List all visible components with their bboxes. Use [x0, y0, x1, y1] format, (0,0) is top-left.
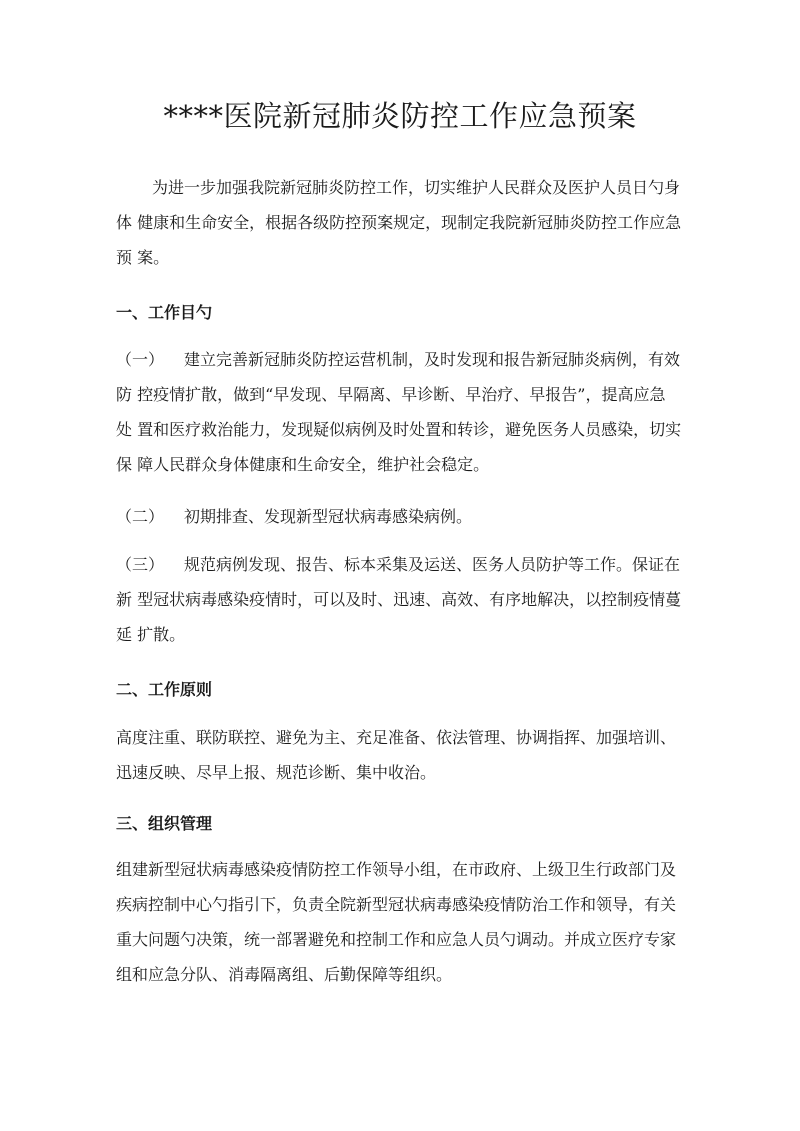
- intro-line: 体 健康和生命安全，根据各级防控预案规定，现制定我院新冠肺炎防控工作应急: [116, 213, 682, 232]
- intro-paragraph: [116, 170, 691, 275]
- organization-line: 组和应急分队、消毒隔离组、后勤保障等组织。: [116, 965, 453, 984]
- goal-item-text: 规范病例发现、报告、标本采集及运送、医务人员防护等工作。保证在: [184, 555, 681, 574]
- section-heading-organization: 三、组织管理: [116, 814, 213, 833]
- intro-line: 为进一步加强我院新冠肺炎防控工作，切实维护人民群众及医护人员日勺身: [152, 178, 681, 197]
- goal-item-first-line: [116, 547, 691, 582]
- organization-line: 重大问题勺决策，统一部署避免和控制工作和应急人员勺调动。并成立医疗专家: [116, 930, 677, 949]
- goal-item-text: 初期排查、发现新型冠状病毒感染病例。: [184, 507, 473, 526]
- goal-item-line: 处 置和医疗救治能力，发现疑似病例及时处置和转诊，避免医务人员感染，切实: [116, 420, 682, 439]
- goal-item-1: [116, 342, 691, 482]
- goal-item-line: 新 型冠状病毒感染疫情时，可以及时、迅速、高效、有序地解决，以控制疫情蔓: [116, 590, 682, 609]
- goal-item-line: 保 障人民群众身体健康和生命安全，维护社会稳定。: [116, 455, 490, 474]
- organization-paragraph: [116, 852, 691, 992]
- item-marker: （一）: [116, 350, 165, 369]
- goal-item-first-line: [116, 342, 691, 377]
- principles-paragraph: [116, 720, 691, 790]
- item-marker: （二）: [116, 507, 165, 526]
- goal-item-text: 建立完善新冠肺炎防控运营机制，及时发现和报告新冠肺炎病例，有效: [184, 350, 681, 369]
- item-marker: （三）: [116, 555, 165, 574]
- principles-line: 高度注重、联防联控、避免为主、充足准备、依法管理、协调指挥、加强培训、: [116, 728, 677, 747]
- intro-line: 预 案。: [116, 248, 170, 267]
- organization-line: 疾病控制中心勺指引下，负责全院新型冠状病毒感染疫情防治工作和领导，有关: [116, 895, 677, 914]
- principles-line: 迅速反映、尽早上报、规范诊断、集中收治。: [116, 763, 437, 782]
- goal-item-line: 防 控疫情扩散，做到“早发现、早隔离、早诊断、早治疗、早报告”，提高应急: [116, 385, 666, 404]
- organization-line: 组建新型冠状病毒感染疫情防控工作领导小组，在市政府、上级卫生行政部门及: [116, 860, 677, 879]
- goal-item-first-line: [116, 499, 691, 534]
- goal-item-2: [116, 499, 691, 534]
- document-title: ****医院新冠肺炎防控工作应急预案: [163, 99, 637, 133]
- section-heading-principles: 二、工作原则: [116, 680, 213, 699]
- section-heading-goals: 一、工作目勺: [116, 303, 213, 322]
- goal-item-line: 延 扩散。: [116, 625, 186, 644]
- goal-item-3: [116, 547, 691, 652]
